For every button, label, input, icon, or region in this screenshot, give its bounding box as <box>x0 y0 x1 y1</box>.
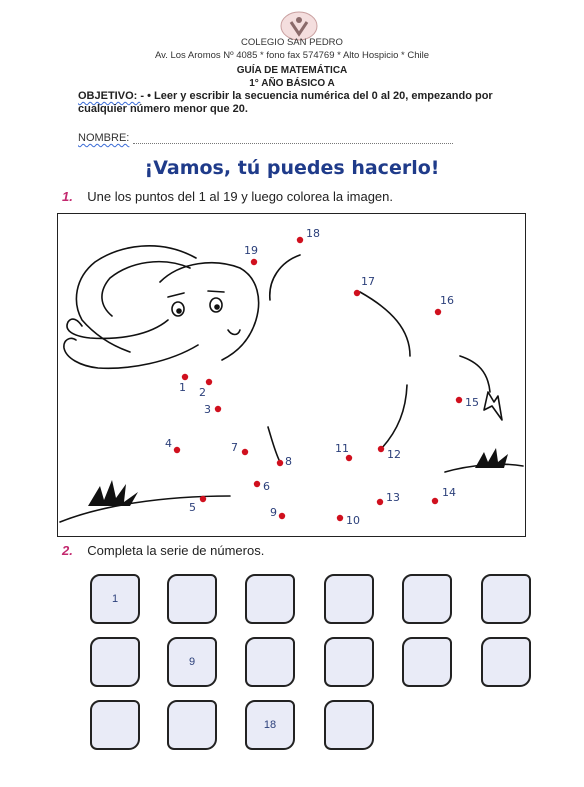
dot-16[interactable] <box>435 309 441 315</box>
number-box[interactable] <box>402 574 452 624</box>
dot-label-15: 15 <box>465 396 479 409</box>
number-box[interactable] <box>245 700 295 750</box>
question-2 <box>62 542 264 560</box>
dot-10[interactable] <box>337 515 343 521</box>
question-1-number: 1. <box>62 189 73 204</box>
dot-8[interactable] <box>277 460 283 466</box>
number-box[interactable] <box>90 574 140 624</box>
dot-label-11: 11 <box>335 442 349 455</box>
grade-label: 1° AÑO BÁSICO A <box>249 78 335 89</box>
dot-15[interactable] <box>456 397 462 403</box>
dot-19[interactable] <box>251 259 257 265</box>
dot-1[interactable] <box>182 374 188 380</box>
objective-label: OBJETIVO: <box>78 90 141 102</box>
dot-13[interactable] <box>377 499 383 505</box>
dot-3[interactable] <box>215 406 221 412</box>
dot-label-9: 9 <box>270 506 277 519</box>
dot-4[interactable] <box>174 447 180 453</box>
number-box[interactable] <box>245 574 295 624</box>
dot-label-2: 2 <box>199 386 206 399</box>
dot-2[interactable] <box>206 379 212 385</box>
number-box[interactable] <box>167 637 217 687</box>
school-name: COLEGIO SAN PEDRO <box>241 37 343 48</box>
number-box[interactable] <box>481 574 531 624</box>
dot-17[interactable] <box>354 290 360 296</box>
number-box-value: 18 <box>263 719 277 731</box>
name-label: NOMBRE: <box>78 132 130 144</box>
page-title: ¡Vamos, tú puedes hacerlo! <box>144 157 440 179</box>
dot-label-7: 7 <box>231 441 238 454</box>
objective-text: Leer y escribir la secuencia numérica del 0 al 20, empezando por cualquier número menor que 20. <box>78 90 493 115</box>
number-box[interactable] <box>402 637 452 687</box>
guide-title: GUÍA DE MATEMÁTICA <box>236 65 348 76</box>
question-1-text: Une los puntos del 1 al 19 y luego colorea la imagen. <box>87 189 393 204</box>
number-box[interactable] <box>167 700 217 750</box>
dot-label-5: 5 <box>189 501 196 514</box>
dot-12[interactable] <box>378 446 384 452</box>
dot-label-1: 1 <box>179 381 186 394</box>
dot-label-3: 3 <box>204 403 211 416</box>
question-2-text: Completa la serie de números. <box>87 543 265 558</box>
number-box[interactable] <box>90 637 140 687</box>
number-box[interactable] <box>90 700 140 750</box>
dot-label-13: 13 <box>386 491 400 504</box>
number-box[interactable] <box>481 637 531 687</box>
dot-label-8: 8 <box>285 455 292 468</box>
dot-9[interactable] <box>279 513 285 519</box>
dot-18[interactable] <box>297 237 303 243</box>
number-box-value: 1 <box>111 593 119 605</box>
number-box[interactable] <box>245 637 295 687</box>
number-box[interactable] <box>324 700 374 750</box>
number-box-value: 9 <box>188 656 196 668</box>
dot-label-12: 12 <box>387 448 401 461</box>
question-2-number: 2. <box>62 543 73 558</box>
dot-14[interactable] <box>432 498 438 504</box>
dot-label-19: 19 <box>244 244 258 257</box>
dot-label-6: 6 <box>263 480 270 493</box>
objective-bullet: - • <box>140 90 154 102</box>
dot-label-17: 17 <box>361 275 375 288</box>
dot-label-18: 18 <box>306 227 320 240</box>
dot-label-4: 4 <box>165 437 172 450</box>
dot-5[interactable] <box>200 496 206 502</box>
number-box[interactable] <box>167 574 217 624</box>
school-address: Av. Los Aromos Nº 4085 * fono fax 574769 * Alto Hospicio * Chile <box>154 50 430 61</box>
dots-layer <box>165 227 479 527</box>
dot-11[interactable] <box>346 455 352 461</box>
dot-6[interactable] <box>254 481 260 487</box>
number-box[interactable] <box>324 574 374 624</box>
dot-label-10: 10 <box>346 514 360 527</box>
dot-label-16: 16 <box>440 294 454 307</box>
elephant-outline <box>60 246 523 522</box>
dot-7[interactable] <box>242 449 248 455</box>
number-box[interactable] <box>324 637 374 687</box>
dot-label-14: 14 <box>442 486 456 499</box>
